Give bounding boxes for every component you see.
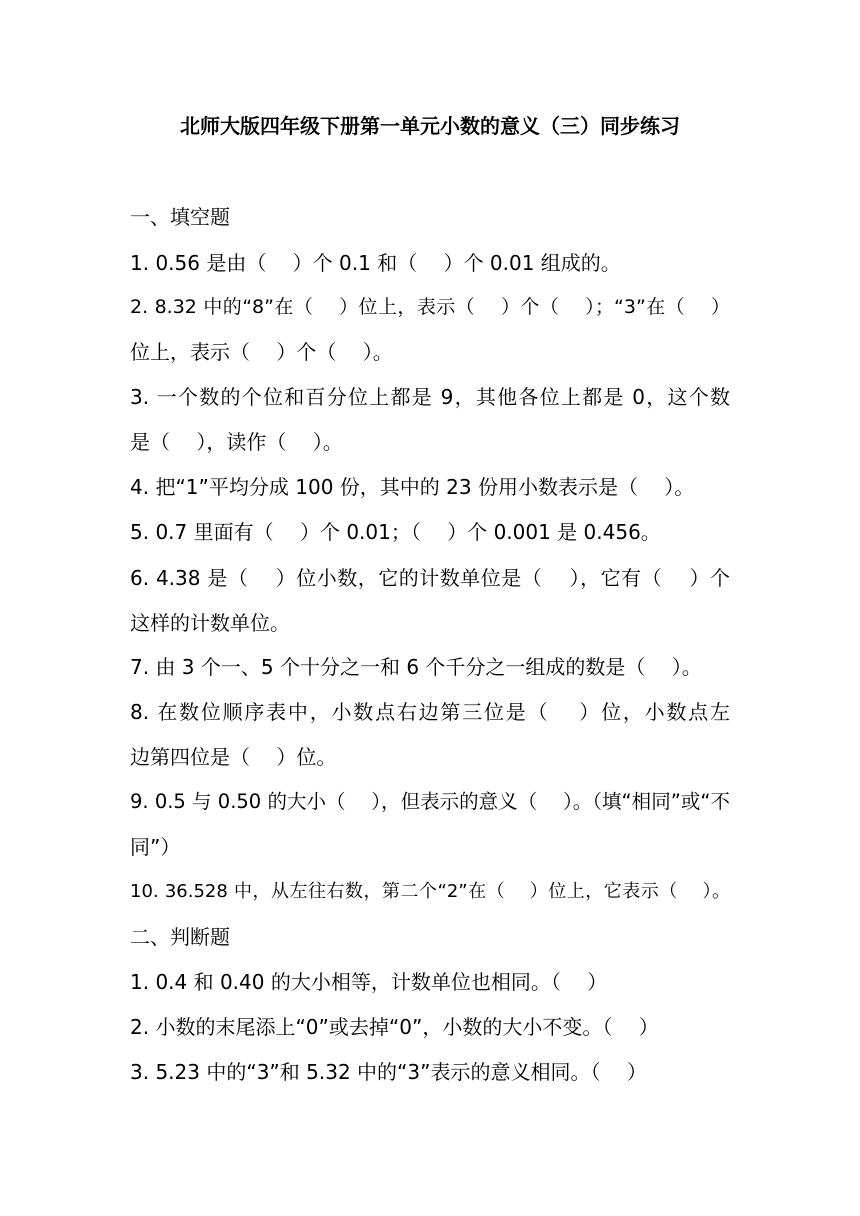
question-6-line-2: 这样的计数单位。 xyxy=(130,611,290,635)
question-5: 5. 0.7 里面有（ ）个 0.01；（ ）个 0.001 是 0.456。 xyxy=(130,520,661,544)
question-7: 7. 由 3 个一、5 个十分之一和 6 个千分之一组成的数是（ ）。 xyxy=(130,655,702,679)
page-title: 北师大版四年级下册第一单元小数的意义（三）同步练习 xyxy=(180,114,680,138)
question-3-line-2: 是（ ），读作（ ）。 xyxy=(130,430,343,454)
judgment-2: 2. 小数的末尾添上“0”或去掉“0”，小数的大小不变。（ ） xyxy=(130,1015,659,1039)
question-4: 4. 把“1”平均分成 100 份，其中的 23 份用小数表示是（ ）。 xyxy=(130,475,695,499)
question-8-line-1: 8. 在数位顺序表中，小数点右边第三位是（ ）位，小数点左 xyxy=(130,700,730,724)
judgment-1: 1. 0.4 和 0.40 的大小相等，计数单位也相同。（ ） xyxy=(130,970,608,994)
question-6-line-1: 6. 4.38 是（ ）位小数，它的计数单位是（ ），它有（ ）个 xyxy=(130,566,730,590)
question-2-line-1: 2. 8.32 中的“8”在（ ）位上，表示（ ）个（ ）；“3”在（ ） xyxy=(130,296,730,318)
question-2-line-2: 位上，表示（ ）个（ ）。 xyxy=(130,340,393,364)
section-heading-true-false: 二、判断题 xyxy=(130,925,230,949)
question-10: 10. 36.528 中，从左往右数，第二个“2”在（ ）位上，它表示（ ）。 xyxy=(130,881,730,902)
question-3-line-1: 3. 一个数的个位和百分位上都是 9，其他各位上都是 0，这个数 xyxy=(130,385,730,409)
question-8-line-2: 边第四位是（ ）位。 xyxy=(130,745,337,769)
question-9-line-2: 同”） xyxy=(130,835,181,859)
judgment-3: 3. 5.23 中的“3”和 5.32 中的“3”表示的意义相同。（ ） xyxy=(130,1060,647,1084)
section-heading-fill-in: 一、填空题 xyxy=(130,205,230,229)
question-9-line-1: 9. 0.5 与 0.50 的大小（ ），但表示的意义（ ）。（填“相同”或“不 xyxy=(130,790,730,813)
question-1: 1. 0.56 是由（ ）个 0.1 和（ ）个 0.01 组成的。 xyxy=(130,251,621,275)
